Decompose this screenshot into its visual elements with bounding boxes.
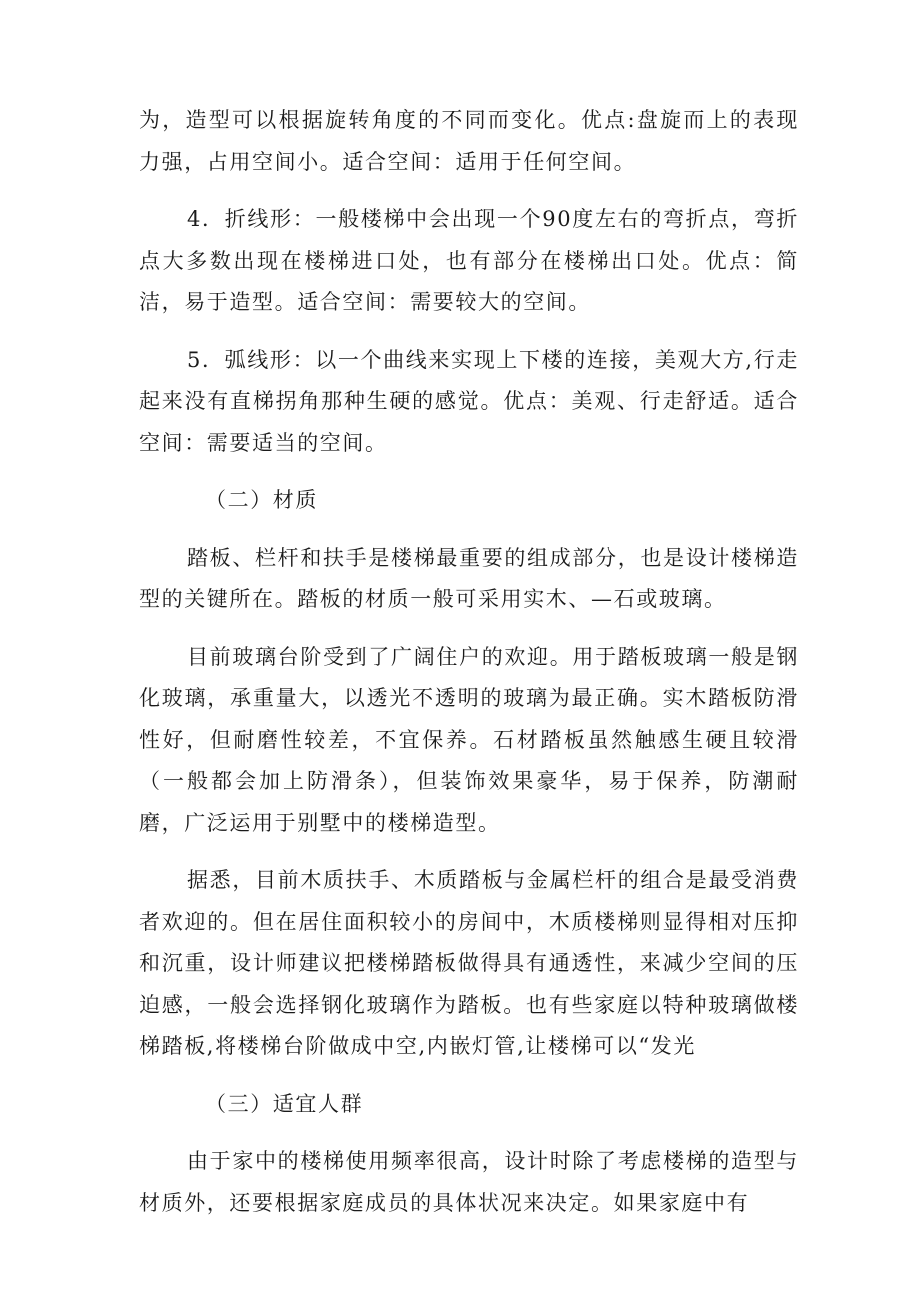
paragraph-material-components: 踏板、栏杆和扶手是楼梯最重要的组成部分，也是设计楼梯造型的关键所在。踏板的材质一般可采用实木、—石或玻璃。 [139,545,799,611]
paragraph-zigzag-stairs: 4．折线形：一般楼梯中会出现一个90度左右的弯折点，弯折点大多数出现在楼梯进口处，也有部分在楼梯出口处。优点：简洁，易于造型。适合空间：需要较大的空间。 [139,207,799,314]
paragraph-audience-intro: 由于家中的楼梯使用频率很高，设计时除了考虑楼梯的造型与材质外，还要根据家庭成员的具体状况来决定。如果家庭中有 [139,1149,799,1215]
paragraph-material-combination: 据悉，目前木质扶手、木质踏板与金属栏杆的组合是最受消费者欢迎的。但在居住面积较小的房间中，木质楼梯则显得相对压抑和沉重，设计师建议把楼梯踏板做得具有通透性，来减少空间的压迫感，一般会选择钢化玻璃作为踏板。也有些家庭以特种玻璃做楼梯踏板,将楼梯台阶做成中空,内嵌灯管,让楼梯可以“发光 [139,868,799,1058]
section-heading-audience: （三）适宜人群 [205,1091,364,1116]
document-body [139,100,799,1240]
paragraph-arc-stairs: 5．弧线形：以一个曲线来实现上下楼的连接，美观大方,行走起来没有直梯拐角那种生硬的感觉。优点：美观、行走舒适。适合空间：需要适当的空间。 [139,347,799,455]
paragraph-material-glass: 目前玻璃台阶受到了广阔住户的欢迎。用于踏板玻璃一般是钢化玻璃，承重量大，以透光不透明的玻璃为最正确。实木踏板防滑性好，但耐磨性较差，不宜保养。石材踏板虽然触感生硬且较滑（一般都会加上防滑条），但装饰效果豪华，易于保养，防潮耐磨，广泛运用于别墅中的楼梯造型。 [139,644,799,835]
paragraph-spiral-continuation: 为，造型可以根据旋转角度的不同而变化。优点:盘旋而上的表现力强，占用空间小。适合空间：适用于任何空间。 [139,108,799,174]
section-heading-material: （二）材质 [205,488,318,512]
